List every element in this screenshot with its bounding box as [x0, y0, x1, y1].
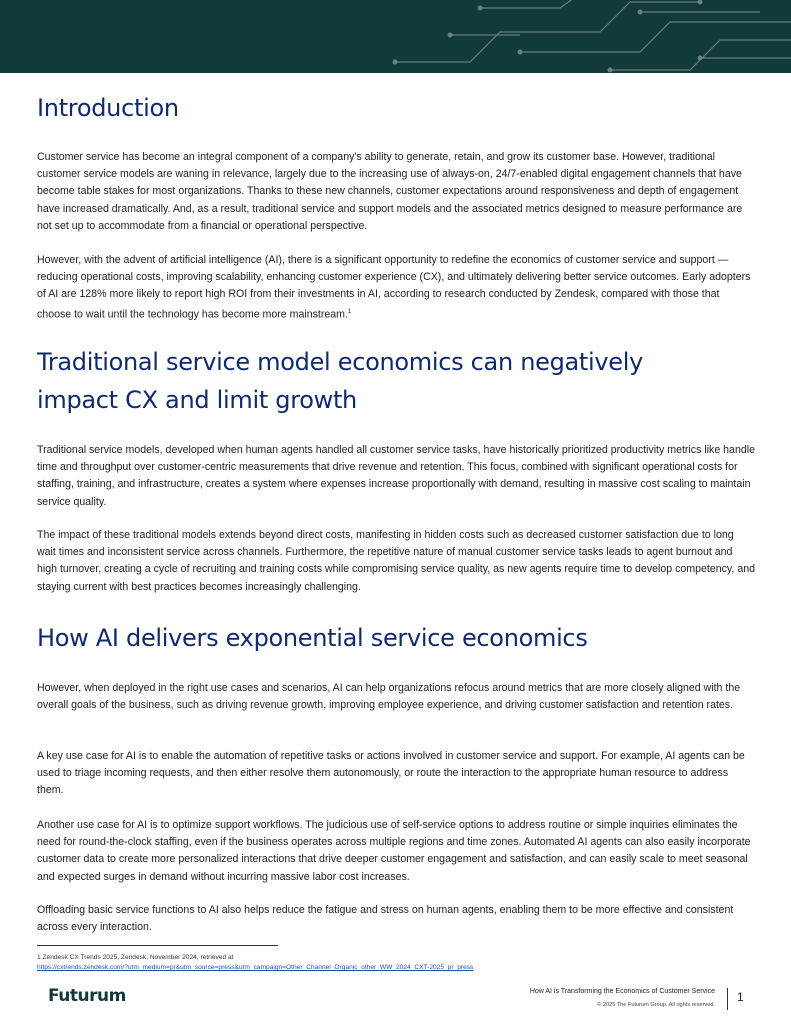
intro-paragraph-1: Customer service has become an integral component of a company's ability to generate, retain, and grow its customer base. However, traditional customer service models are waning in relevance, largely due to the increasing use of always-on, 24/7-enabled digital engagement channels that have become table stakes for most organizations. Thanks to these new channels, customer expectations around responsiveness and depth of engagement have increased dramatically. And, as a result, traditional service and support models and the associated metrics designed to measure performance are not set up to accommodate from a financial or operational perspective.: [37, 151, 743, 232]
intro-paragraph-2-text: However, with the advent of artificial intelligence (AI), there is a significant opportunity to redefine the economics of customer service and support — reducing operational costs, improving scalability, enhancing customer experience (CX), and ultimately delivering better service outcomes. Early adopters of AI are 128% more likely to report high ROI from their investments in AI, according to research conducted by Zendesk, compared with those that choose to wait until the technology has become more mainstream.: [37, 254, 751, 321]
traditional-paragraph-2: The impact of these traditional models extends beyond direct costs, manifesting in hidden costs such as decreased customer satisfaction due to long wait times and inconsistent service across channels. Furthermore, the repetitive nature of manual customer service tasks leads to agent burnout and high turnover, creating a cycle of recruiting and training costs while compromising service quality, as new agents require time to develop competency, and staying current with best practices becomes increasingly challenging.: [37, 529, 755, 593]
ai-paragraph-1: However, when deployed in the right use cases and scenarios, AI can help organizations refocus around metrics that are more closely aligned with the overall goals of the business, such as driving revenue growth, improving employee experience, and driving customer satisfaction and retention rates.: [37, 682, 741, 712]
heading-traditional-line-2: impact CX and limit growth: [37, 386, 357, 414]
traditional-paragraph-1: Traditional service models, developed when human agents handled all customer service tasks, have historically prioritized productivity metrics like handle time and throughput over customer-centric measurements that drive revenue and retention. This focus, combined with significant operational costs for staffing, training, and infrastructure, creates a system where expenses increase proportionally with demand, resulting in massive cost scaling to maintain service quality.: [37, 444, 755, 508]
heading-ai-economics: How AI delivers exponential service economics: [37, 624, 588, 652]
footer-divider: [727, 988, 728, 1010]
ai-paragraph-4: Offloading basic service functions to AI also helps reduce the fatigue and stress on human agents, enabling them to be more effective and consistent across every interaction.: [37, 904, 734, 934]
footnote-ref: 1: [347, 308, 352, 315]
circuit-pattern-icon: [0, 0, 791, 73]
page-number: 1: [737, 990, 744, 1004]
footer-document-title: How AI is Transforming the Economics of Customer Service: [529, 988, 715, 995]
heading-introduction: Introduction: [37, 94, 179, 122]
footer-copyright: © 2025 The Futurum Group. All rights reserved.: [597, 1002, 715, 1008]
footnote-divider: [37, 945, 278, 946]
futurum-logo: Futurum: [48, 986, 126, 1006]
footnote: [37, 953, 473, 973]
footnote-text: 1 Zendesk CX Trends 2025, Zendesk, November 2024, retrieved at: [37, 954, 234, 961]
heading-traditional-line-1: Traditional service model economics can negatively: [37, 348, 644, 376]
heading-traditional-service: [37, 343, 717, 419]
footnote-link[interactable]: https://cxtrends.zendesk.com/?utm_medium=pr&utm_source=press&utm_campaign=Other_Channel_Organic_other_WW_2024_CXT-2025_pr_press: [37, 964, 474, 971]
intro-paragraph-2: [37, 252, 755, 323]
header-banner: [0, 0, 791, 73]
ai-paragraph-2: A key use case for AI is to enable the automation of repetitive tasks or actions involved in customer service and support. For example, AI agents can be used to triage incoming requests, and then either resolve them autonomously, or route the interaction to the appropriate human resource to address them.: [37, 750, 745, 797]
ai-paragraph-3: Another use case for AI is to optimize support workflows. The judicious use of self-service options to address routine or simple inquiries eliminates the need for round-the-clock staffing, even if the business operates across multiple regions and time zones. Automated AI agents can also easily incorporate customer data to create more personalized interactions that drive deeper customer engagement and satisfaction, and can easily scale to meet seasonal and expected surges in demand without incurring massive labor cost increases.: [37, 819, 751, 883]
